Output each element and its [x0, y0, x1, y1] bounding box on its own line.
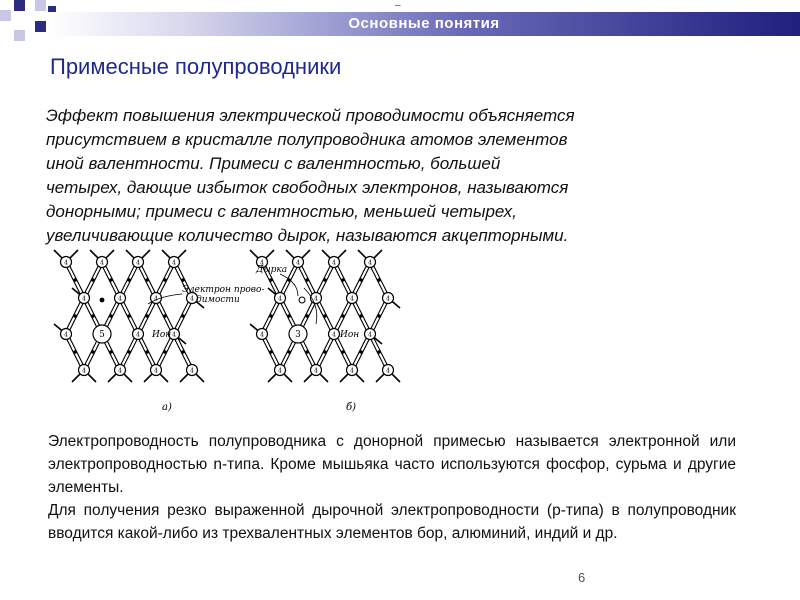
bond-electron	[127, 314, 131, 318]
bond-electron	[305, 314, 309, 318]
atom-label: 4	[82, 295, 86, 303]
bond-electron	[323, 350, 327, 354]
atom-label: 4	[100, 259, 104, 267]
bond-electron	[127, 278, 131, 282]
donor-paragraph: Электропроводность полупроводника с донорной примесью называется электронной или электропроводностью n-типа. Кроме мышьяка часто используются фосфор, сурьма и другие элементы.	[48, 433, 736, 496]
square-light	[14, 30, 25, 41]
atom-label: 4	[260, 259, 264, 267]
panel-a-label: а)	[162, 402, 172, 413]
bond-electron	[181, 314, 185, 318]
bond-electron	[323, 278, 327, 282]
atom-label: 4	[82, 367, 86, 375]
bond-electron	[341, 350, 345, 354]
atom-label: 4	[386, 295, 390, 303]
bond-electron	[145, 350, 149, 354]
slide-title: Примесные полупроводники	[50, 54, 342, 79]
atom-label: 4	[172, 259, 176, 267]
bond-electron	[73, 314, 77, 318]
ion-label-b: Ион	[340, 330, 360, 340]
electron-label-line1: Электрон прово-	[182, 285, 265, 295]
intro-paragraph: Эффект повышения электрической проводимости объясняется присутствием в кристалле полупроводника атомов элементов иной валентности. Примеси с валентностью, большей четырех, дающие избыток свободных электронов, называются донорными; примеси с валентностью, меньшей четырех, увеличивающие количество дырок, называются акцепторными.	[46, 106, 575, 245]
bond-electron	[163, 278, 167, 282]
atom-label: 4	[64, 259, 68, 267]
atom-label: 4	[314, 367, 318, 375]
ion-label-a: Ион	[152, 330, 172, 340]
atom-label: 4	[278, 367, 282, 375]
bond-electron	[269, 314, 273, 318]
atom-label: 4	[350, 367, 354, 375]
atom-label: 4	[260, 331, 264, 339]
bond-electron	[91, 350, 95, 354]
atom-label: 4	[154, 295, 158, 303]
bond-electron	[269, 278, 273, 282]
atom-label: 4	[278, 295, 282, 303]
atom-label: 4	[332, 331, 336, 339]
atom-label: 4	[154, 367, 158, 375]
square-light	[0, 10, 11, 21]
atom-label: 4	[368, 259, 372, 267]
atom-label: 4	[136, 331, 140, 339]
atom-label: 4	[190, 367, 194, 375]
top-mark: –	[395, 0, 401, 11]
hole-label: Дырка	[256, 265, 288, 275]
body-text	[48, 430, 736, 545]
bond-electron	[359, 350, 363, 354]
bond-electron	[305, 278, 309, 282]
bond-electron	[145, 278, 149, 282]
bond-electron	[109, 350, 113, 354]
bond-electron	[163, 350, 167, 354]
bond-electron	[73, 278, 77, 282]
crystal-lattice-figure	[48, 246, 408, 418]
atom-label: 4	[332, 259, 336, 267]
bond-electron	[341, 278, 345, 282]
bond-electron	[377, 314, 381, 318]
header-title: Основные понятия	[348, 15, 500, 32]
hole	[299, 297, 305, 303]
atom-label: 4	[64, 331, 68, 339]
page-number: 6	[578, 570, 586, 585]
impurity-atom-label: 3	[295, 330, 301, 340]
atom-label: 4	[190, 295, 194, 303]
bond-electron	[109, 278, 113, 282]
bond-electron	[287, 314, 291, 318]
bond-electron	[181, 278, 185, 282]
square-dark	[35, 21, 46, 32]
bond-electron	[73, 350, 77, 354]
atom-label: 4	[118, 367, 122, 375]
atom-label: 4	[350, 295, 354, 303]
bond-electron	[269, 350, 273, 354]
bond-electron	[127, 350, 131, 354]
bond-electron	[341, 314, 345, 318]
panel-b-label: б)	[346, 402, 357, 413]
bond-electron	[359, 314, 363, 318]
bond-electron	[163, 314, 167, 318]
atom-label: 4	[136, 259, 140, 267]
atom-label: 4	[296, 259, 300, 267]
atom-label: 4	[368, 331, 372, 339]
bond-electron	[181, 350, 185, 354]
bond-electron	[377, 278, 381, 282]
bond-electron	[305, 350, 309, 354]
electron-label-line2: димости	[196, 295, 240, 305]
impurity-atom-label: 5	[99, 330, 105, 340]
square-dark	[14, 0, 25, 11]
bond-electron	[323, 314, 327, 318]
atom-label: 4	[314, 295, 318, 303]
atom-label: 4	[118, 295, 122, 303]
acceptor-paragraph: Для получения резко выраженной дырочной электропроводности (p-типа) в полупроводник вводится какой-либо из трехвалентных элементов бор, алюминий, индий и др.	[48, 502, 736, 542]
bond-electron	[145, 314, 149, 318]
bond-electron	[359, 278, 363, 282]
bond-electron	[109, 314, 113, 318]
bond-electron	[377, 350, 381, 354]
bond-electron	[91, 278, 95, 282]
bond-electron	[91, 314, 95, 318]
bond-electron	[287, 350, 291, 354]
free-electron	[100, 298, 105, 303]
atom-label: 4	[386, 367, 390, 375]
square-light	[35, 0, 46, 11]
atom-label: 4	[172, 331, 176, 339]
lattice-panel-a	[54, 250, 204, 382]
